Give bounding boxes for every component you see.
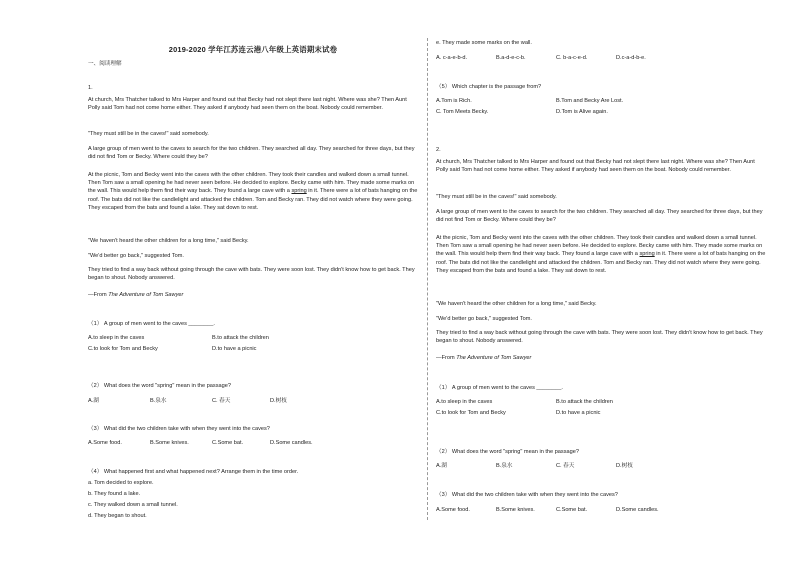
passage-source <box>436 354 766 362</box>
passage-paragraph: They tried to find a way back without going through the cave with bats. They were soon lost. They didn't know how to get back. They began to shout. Nobody answered. <box>436 330 763 345</box>
option-a[interactable]: A.湖 <box>436 463 447 469</box>
option-b[interactable]: B.泉水 <box>496 463 513 469</box>
passage-paragraph: At church, Mrs Thatcher talked to Mrs Harper and found out that Becky had not slept there last night. Where was she? Then Aunt Polly said Tom had not come home either. They asked if anybody had seen them on the boat. Nobody could remember. <box>436 159 755 174</box>
passage-paragraph: A large group of men went to the caves to search for the two children. They searched all day. They searched for three days, but they did not find Tom or Becky. Where could they be? <box>88 146 415 161</box>
option-a[interactable]: A.Some food. <box>88 440 122 446</box>
question-text: （1） A group of men went to the caves ________. <box>88 321 215 327</box>
option-a[interactable]: A.Some food. <box>436 507 470 513</box>
question-text: （3） What did the two children take with when they went into the caves? <box>88 426 270 432</box>
option-d[interactable]: D.Tom is Alive again. <box>556 109 608 115</box>
option-c[interactable]: C. 春天 <box>212 398 231 404</box>
question-number: 2. <box>436 147 441 153</box>
option-d[interactable]: D.Some candles. <box>270 440 313 446</box>
question-text: （4） What happened first and what happened next? Arrange them in the time order. <box>88 469 299 475</box>
passage-text: in it. There were a lot of bats hanging on the roof. The bats did not like the candlelight and attacked the children. Tom and Becky ran. They did not watch where they were going. They escaped from the bats and found a lake. They sat down to rest. <box>88 188 418 211</box>
option-b[interactable]: B.Some knives. <box>496 507 535 513</box>
option-c[interactable]: C.Some bat. <box>556 507 588 513</box>
source-title: The Adventure of Tom Sawyer <box>456 355 532 361</box>
passage-paragraph: "They must still be in the caves!" said somebody. <box>436 194 557 200</box>
sequence-item: b. They found a lake. <box>88 491 141 497</box>
sequence-item: a. Tom decided to explore. <box>88 480 154 486</box>
passage-text: in it. There were a lot of bats hanging on the roof. The bats did not like the candlelight and attacked the children. Tom and Becky ran. They did not watch where they were going. They escaped from the bats and found a lake. They sat down to rest. <box>436 251 766 274</box>
sequence-item: e. They made some marks on the wall. <box>436 40 532 46</box>
passage-paragraph: They tried to find a way back without going through the cave with bats. They were soon lost. They didn't know how to get back. They began to shout. Nobody answered. <box>88 267 415 282</box>
option-b[interactable]: B.to attack the children <box>212 335 269 341</box>
option-c[interactable]: C.to look for Tom and Becky <box>88 346 158 352</box>
option-d[interactable]: D.树枝 <box>270 398 287 404</box>
passage-paragraph: A large group of men went to the caves to search for the two children. They searched all day. They searched for three days, but they did not find Tom or Becky. Where could they be? <box>436 209 763 224</box>
passage-text: At the picnic, Tom and Becky went into the caves with the other children. They took their candles and walked down a small tunnel. Then Tom saw a small opening he had never seen before. He decided to explore. Becky came with him. They made some marks on the wall. This would help them find their way back. They found a large cave with a <box>436 235 763 258</box>
passage-paragraph: "We haven't heard the other children for a long time," said Becky. <box>436 301 597 307</box>
passage-paragraph: "They must still be in the caves!" said somebody. <box>88 131 209 137</box>
passage-paragraph: "We'd better go back," suggested Tom. <box>436 316 532 322</box>
passage-paragraph: At church, Mrs Thatcher talked to Mrs Harper and found out that Becky had not slept there last night. Where was she? Then Aunt Polly said Tom had not come home either. They asked if anybody had seen them on the boat. Nobody could remember. <box>88 97 407 112</box>
option-b[interactable]: B.Tom and Becky Are Lost. <box>556 98 624 104</box>
passage-paragraph: "We haven't heard the other children for a long time," said Becky. <box>88 238 249 244</box>
option-c[interactable]: C.Some bat. <box>212 440 244 446</box>
option-d[interactable]: D.树枝 <box>616 463 633 469</box>
option-d[interactable]: D.to have a picnic <box>556 410 601 416</box>
sequence-item: d. They began to shout. <box>88 513 147 519</box>
column-divider <box>427 38 428 520</box>
question-text: （2） What does the word "spring" mean in the passage? <box>436 449 579 455</box>
option-c[interactable]: C. Tom Meets Becky. <box>436 109 489 115</box>
exam-title: 2019-2020 学年江苏连云港八年级上英语期末试卷 <box>168 45 338 54</box>
option-d[interactable]: D.c-a-d-b-e. <box>616 55 646 61</box>
sequence-item: c. They walked down a small tunnel. <box>88 502 178 508</box>
option-a[interactable]: A.to sleep in the caves <box>88 335 145 341</box>
question-text: （1） A group of men went to the caves ________. <box>436 385 563 391</box>
underlined-word-spring: spring <box>291 188 307 195</box>
question-text: （5） Which chapter is the passage from? <box>436 84 542 90</box>
option-a[interactable]: A.湖 <box>88 398 99 404</box>
option-d[interactable]: D.Some candles. <box>616 507 659 513</box>
question-text: （3） What did the two children take with when they went into the caves? <box>436 492 618 498</box>
option-a[interactable]: A.Tom is Rich. <box>436 98 472 104</box>
option-c[interactable]: C. 春天 <box>556 463 575 469</box>
option-d[interactable]: D.to have a picnic <box>212 346 257 352</box>
option-b[interactable]: B.to attack the children <box>556 399 613 405</box>
question-number: 1. <box>88 85 93 91</box>
passage-source <box>88 291 418 299</box>
passage-paragraph <box>88 171 418 212</box>
option-a[interactable]: A.to sleep in the caves <box>436 399 493 405</box>
option-b[interactable]: B.a-d-e-c-b. <box>496 55 526 61</box>
option-a[interactable]: A. c-a-e-b-d. <box>436 55 468 61</box>
option-c[interactable]: C.to look for Tom and Becky <box>436 410 506 416</box>
question-text: （2） What does the word "spring" mean in the passage? <box>88 383 231 389</box>
section-heading: 一、阅读理解 <box>88 61 122 67</box>
option-b[interactable]: B.Some knives. <box>150 440 189 446</box>
option-b[interactable]: B.泉水 <box>150 398 167 404</box>
passage-paragraph <box>436 234 766 275</box>
source-title: The Adventure of Tom Sawyer <box>108 292 184 298</box>
source-prefix: —From <box>436 355 457 361</box>
passage-text: At the picnic, Tom and Becky went into the caves with the other children. They took their candles and walked down a small tunnel. Then Tom saw a small opening he had never seen before. He decided to explore. Becky came with him. They made some marks on the wall. This would help them find their way back. They found a large cave with a <box>88 172 415 195</box>
source-prefix: —From <box>88 292 109 298</box>
passage-paragraph: "We'd better go back," suggested Tom. <box>88 253 184 259</box>
underlined-word-spring: spring <box>639 251 655 258</box>
option-c[interactable]: C. b-a-c-e-d. <box>556 55 588 61</box>
